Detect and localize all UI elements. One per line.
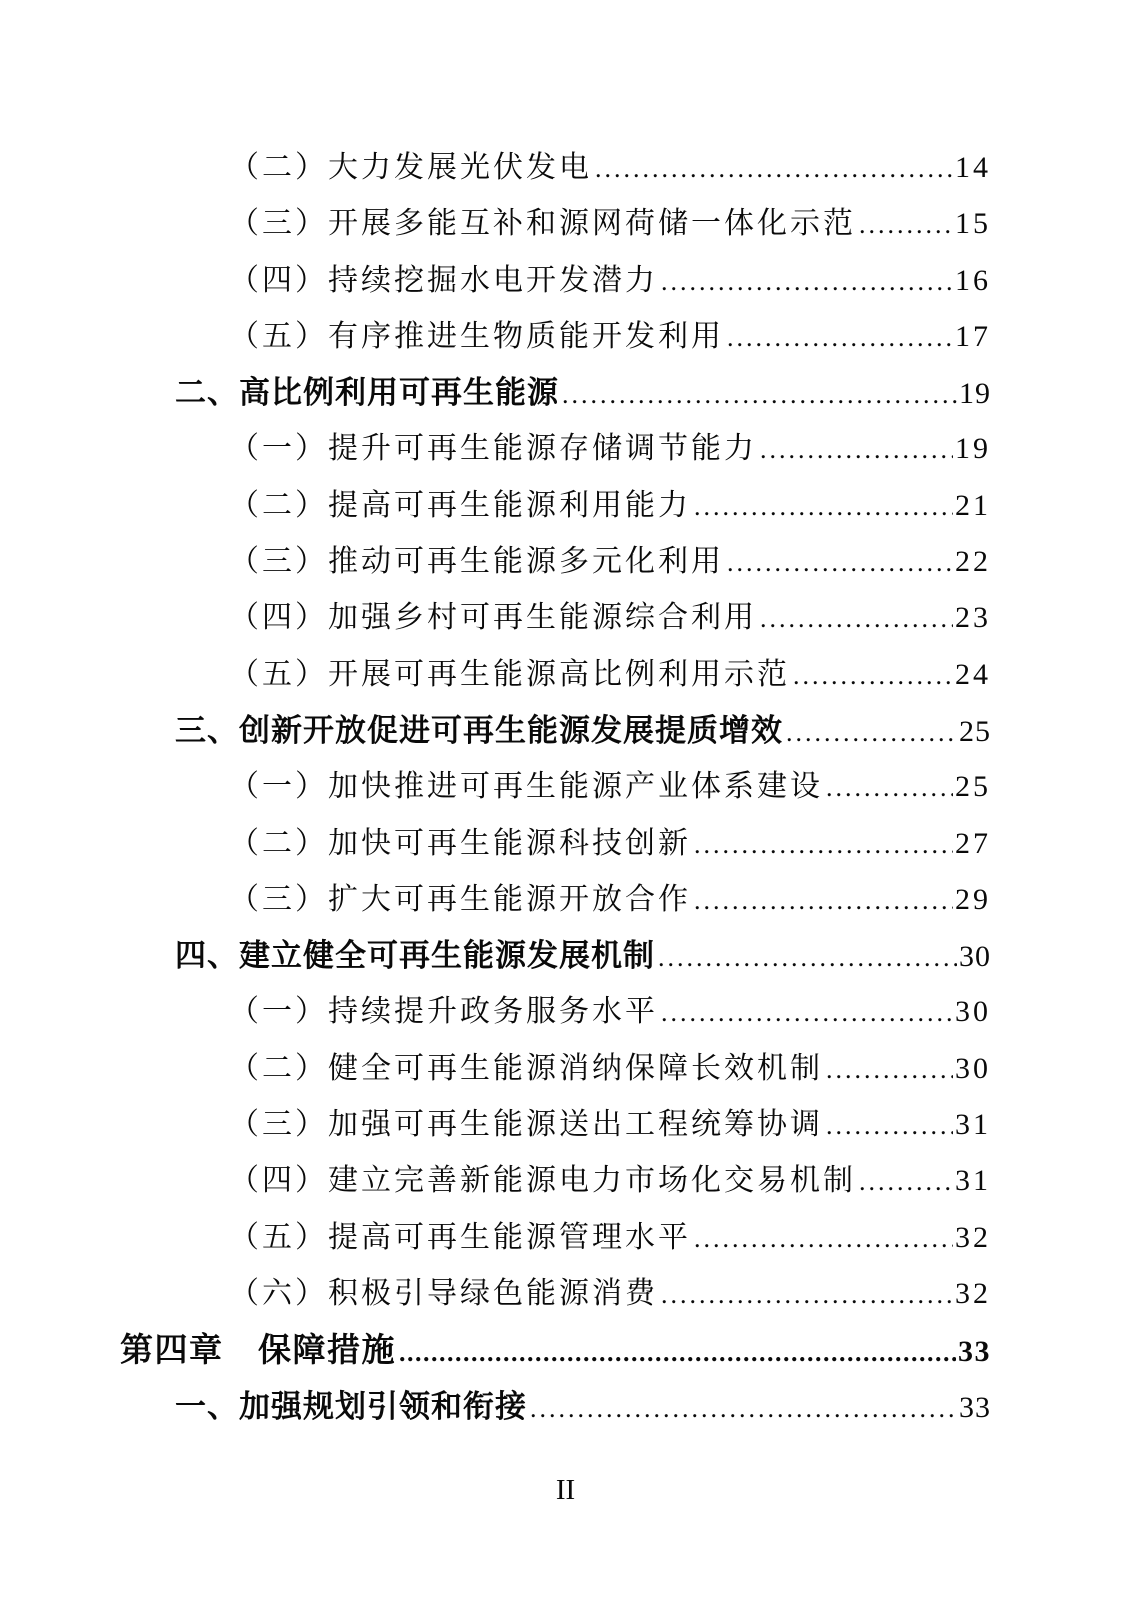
toc-entry-page: 19: [959, 377, 991, 411]
page-footer: [0, 1474, 1131, 1507]
toc-entry[interactable]: [120, 872, 991, 928]
toc-leader-dots: [694, 816, 953, 873]
toc-leader-dots: [786, 703, 957, 761]
toc-entry[interactable]: [120, 1322, 991, 1378]
toc-entry[interactable]: [120, 1379, 991, 1435]
toc-entry-label[interactable]: （四）加强乡村可再生能源综合利用: [229, 601, 757, 635]
toc-leader-dots: [694, 1210, 953, 1267]
toc-leader-dots: [399, 1322, 956, 1381]
toc-leader-dots: [826, 1041, 953, 1098]
toc-entry[interactable]: [120, 759, 991, 815]
toc-entry-page: 32: [955, 1276, 991, 1310]
toc-entry-page: 27: [955, 826, 991, 860]
toc-entry-page: 23: [955, 601, 991, 635]
toc-entry-label[interactable]: （三）扩大可再生能源开放合作: [229, 882, 691, 916]
toc-entry-page: 17: [955, 319, 991, 353]
toc-entry[interactable]: [120, 984, 991, 1040]
toc-entry-page: 15: [955, 207, 991, 241]
toc-leader-dots: [727, 534, 953, 591]
toc-leader-dots: [595, 140, 953, 197]
toc-leader-dots: [661, 1266, 953, 1323]
toc-entry-page: 21: [955, 488, 991, 522]
toc-entry-label[interactable]: （四）持续挖掘水电开发潜力: [229, 263, 658, 297]
toc-leader-dots: [859, 1153, 953, 1210]
toc-entry-page: 31: [955, 1108, 991, 1142]
toc-entry-label[interactable]: 二、高比例利用可再生能源: [175, 375, 559, 411]
toc-leader-dots: [760, 421, 953, 478]
toc-entry[interactable]: [120, 816, 991, 872]
toc-leader-dots: [826, 1097, 953, 1154]
toc-entry-page: 22: [955, 545, 991, 579]
toc-entry[interactable]: [120, 365, 991, 421]
toc-entry[interactable]: [120, 703, 991, 759]
toc-leader-dots: [859, 196, 953, 253]
toc-entry-page: 25: [959, 714, 991, 748]
toc-entry[interactable]: [120, 590, 991, 646]
toc-entry-label[interactable]: （五）开展可再生能源高比例利用示范: [229, 657, 790, 691]
toc-entry-label[interactable]: （二）健全可再生能源消纳保障长效机制: [229, 1051, 823, 1085]
toc-entry-page: 25: [955, 770, 991, 804]
toc-entry-label[interactable]: （三）加强可再生能源送出工程统筹协调: [229, 1108, 823, 1142]
table-of-contents: [120, 140, 991, 1435]
toc-entry-label[interactable]: （六）积极引导绿色能源消费: [229, 1276, 658, 1310]
toc-entry[interactable]: [120, 1266, 991, 1322]
toc-entry[interactable]: [120, 534, 991, 590]
toc-entry[interactable]: [120, 647, 991, 703]
toc-entry-label[interactable]: （五）提高可再生能源管理水平: [229, 1220, 691, 1254]
footer-page-number: II: [555, 1474, 576, 1506]
toc-entry-label[interactable]: 一、加强规划引领和衔接: [175, 1388, 527, 1424]
toc-entry[interactable]: [120, 140, 991, 196]
toc-entry[interactable]: [120, 928, 991, 984]
toc-entry-page: 33: [959, 1390, 991, 1424]
toc-entry-label[interactable]: （二）提高可再生能源利用能力: [229, 488, 691, 522]
toc-entry-label[interactable]: （一）持续提升政务服务水平: [229, 995, 658, 1029]
toc-entry-page: 24: [955, 657, 991, 691]
toc-entry-page: 30: [959, 940, 991, 974]
toc-entry-label[interactable]: （一）提升可再生能源存储调节能力: [229, 432, 757, 466]
toc-leader-dots: [694, 478, 953, 535]
toc-leader-dots: [562, 365, 957, 423]
toc-entry-label[interactable]: 三、创新开放促进可再生能源发展提质增效: [175, 712, 783, 748]
toc-entry-label[interactable]: （五）有序推进生物质能开发利用: [229, 319, 724, 353]
toc-leader-dots: [694, 872, 953, 929]
toc-entry-label[interactable]: （三）开展多能互补和源网荷储一体化示范: [229, 207, 856, 241]
toc-entry[interactable]: [120, 1153, 991, 1209]
toc-entry-label[interactable]: 第四章 保障措施: [120, 1331, 396, 1369]
toc-entry-label[interactable]: 四、建立健全可再生能源发展机制: [175, 938, 655, 974]
toc-leader-dots: [658, 928, 957, 986]
toc-entry[interactable]: [120, 309, 991, 365]
toc-entry-page: 29: [955, 882, 991, 916]
toc-leader-dots: [530, 1379, 957, 1437]
toc-entry[interactable]: [120, 478, 991, 534]
toc-entry[interactable]: [120, 1041, 991, 1097]
toc-entry-label[interactable]: （四）建立完善新能源电力市场化交易机制: [229, 1164, 856, 1198]
toc-entry-page: 14: [955, 151, 991, 184]
toc-entry[interactable]: [120, 253, 991, 309]
toc-leader-dots: [661, 984, 953, 1041]
toc-entry[interactable]: [120, 1210, 991, 1266]
toc-entry-page: 16: [955, 263, 991, 297]
toc-entry-page: 33: [958, 1335, 991, 1369]
toc-entry-label[interactable]: （一）加快推进可再生能源产业体系建设: [229, 770, 823, 804]
toc-entry[interactable]: [120, 421, 991, 477]
toc-leader-dots: [727, 309, 953, 366]
toc-entry-page: 30: [955, 995, 991, 1029]
toc-entry-label[interactable]: （三）推动可再生能源多元化利用: [229, 545, 724, 579]
toc-entry[interactable]: [120, 1097, 991, 1153]
toc-entry-page: 32: [955, 1220, 991, 1254]
toc-leader-dots: [793, 647, 953, 704]
toc-entry-page: 30: [955, 1051, 991, 1085]
toc-entry-label[interactable]: （二）加快可再生能源科技创新: [229, 826, 691, 860]
toc-entry-label[interactable]: （二）大力发展光伏发电: [229, 151, 592, 184]
toc-entry-page: 31: [955, 1164, 991, 1198]
toc-leader-dots: [826, 759, 953, 816]
toc-leader-dots: [760, 590, 953, 647]
toc-entry-page: 19: [955, 432, 991, 466]
toc-leader-dots: [661, 253, 953, 310]
toc-entry[interactable]: [120, 196, 991, 252]
